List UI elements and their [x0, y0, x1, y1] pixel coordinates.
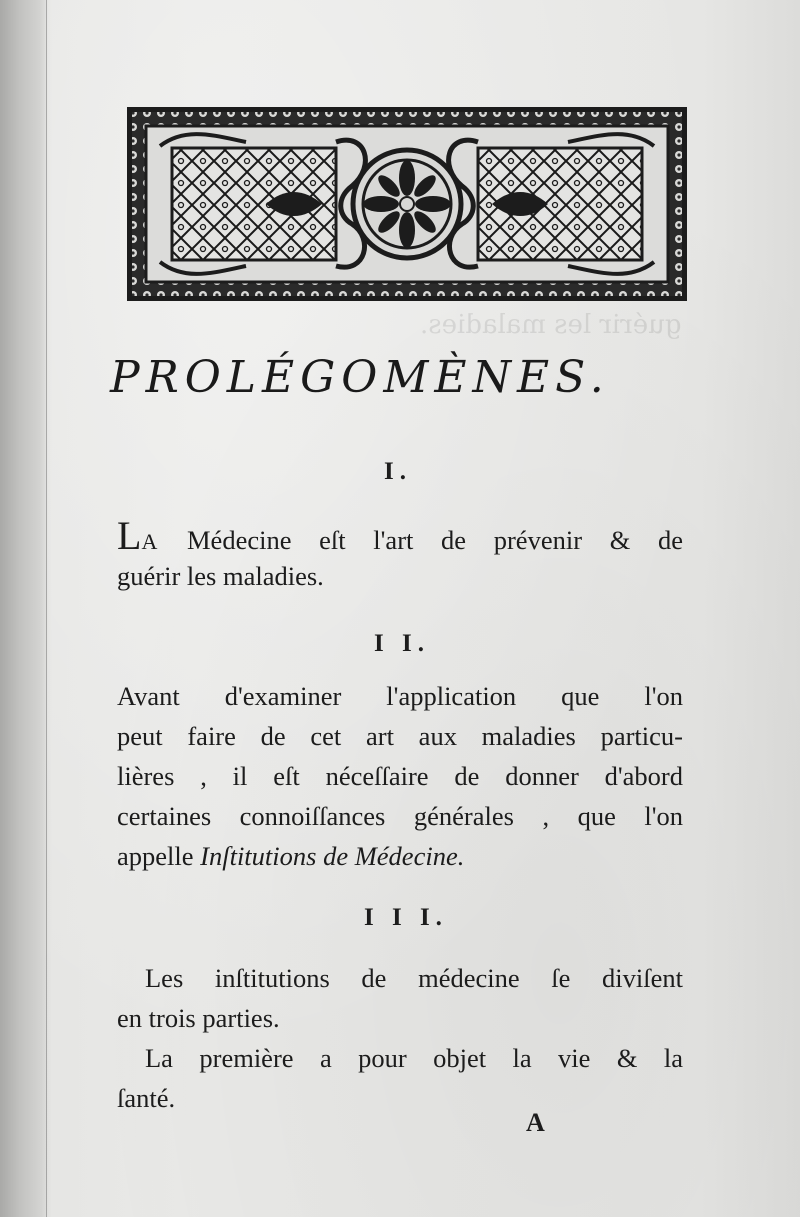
- text-line: certaines connoiſſances générales , que l'on: [117, 801, 683, 831]
- page-title: PROLÉGOMÈNES.: [110, 352, 610, 403]
- text-line: Avant d'examiner l'application que l'on: [117, 681, 683, 711]
- section-1-text: [117, 513, 683, 596]
- section-number: I I.: [374, 630, 430, 657]
- gutter-edge: [46, 0, 47, 1217]
- italic-term: Inſtitutions de Médecine.: [200, 841, 465, 871]
- page-gutter: [0, 0, 48, 1217]
- section-3-text: [117, 958, 683, 1118]
- show-through-text: guérir les maladies.: [420, 310, 682, 340]
- text-line: La première a pour objet la vie & la: [145, 1043, 683, 1073]
- text-line: Médecine eſt l'art de prévenir & de: [159, 525, 683, 555]
- header-ornament: [126, 106, 688, 302]
- text-line: lières , il eſt néceſſaire de donner d'abord: [117, 761, 683, 791]
- signature-mark: A: [526, 1108, 545, 1137]
- text-line: guérir les maladies.: [117, 561, 324, 591]
- text-line: en trois parties.: [117, 1003, 280, 1033]
- drop-cap: L: [117, 513, 142, 558]
- text-line: Les inſtitutions de médecine ſe diviſent: [145, 963, 683, 993]
- section-number: I.: [384, 458, 412, 485]
- text-line: ſanté.: [117, 1083, 176, 1113]
- section-number: I I I.: [364, 904, 448, 931]
- text-line: [117, 836, 683, 876]
- small-caps: A: [141, 529, 160, 554]
- section-2-text: [117, 676, 683, 876]
- text-fragment: appelle: [117, 841, 201, 871]
- text-line: peut faire de cet art aux maladies particu-: [117, 721, 683, 751]
